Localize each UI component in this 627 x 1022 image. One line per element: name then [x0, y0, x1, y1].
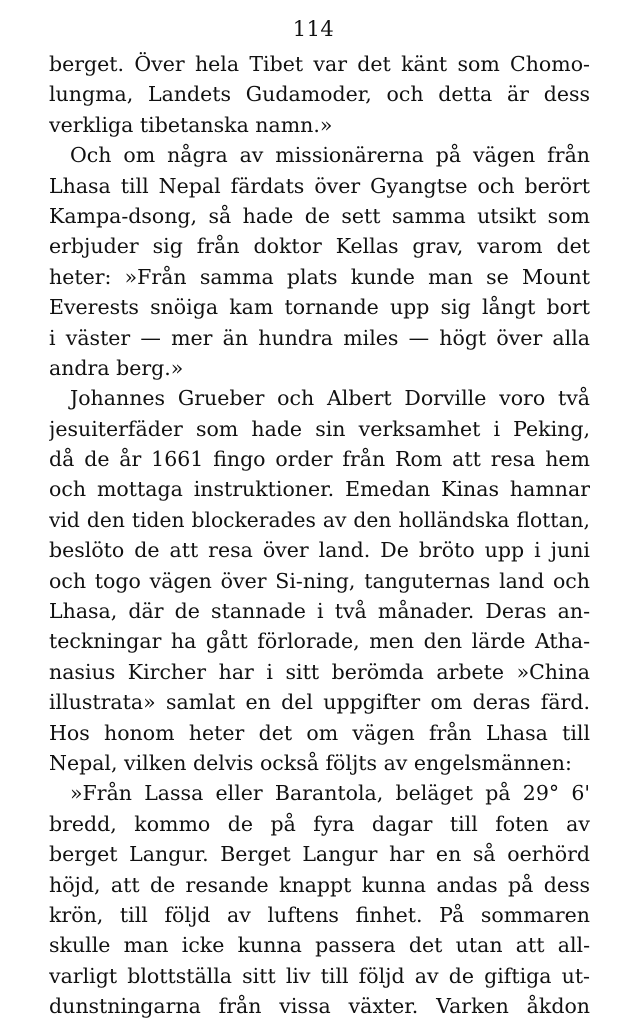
text-line: Hos honom heter det om vägen från Lhasa till	[49, 720, 590, 745]
text-line: illustrata» samlat en del uppgifter om deras färd.	[49, 690, 590, 715]
text-line: Kampa-dsong, så hade de sett samma utsikt som	[49, 203, 590, 228]
text-line: berget. Över hela Tibet var det känt som Chomo-	[49, 52, 590, 76]
body-text	[49, 49, 590, 1022]
text-line: Lhasa, där de stannade i två månader. Deras an-	[49, 599, 590, 624]
text-line: jesuiterfäder som hade sin verksamhet i Peking,	[49, 416, 590, 441]
text-line: teckningar ha gått förlorade, men den lärde Atha-	[49, 629, 590, 654]
text-line: varligt blottställa sitt liv till följd av de giftiga ut-	[49, 963, 590, 988]
text-line: lungma, Landets Gudamoder, och detta är dess	[49, 82, 590, 107]
text-line: berget Langur. Berget Langur har en så oerhörd	[49, 842, 590, 867]
text-line: Nepal, vilken delvis också följts av engelsmännen:	[49, 750, 572, 775]
text-line: »Från Lassa eller Barantola, beläget på 29° 6'	[70, 781, 590, 806]
text-line: Lhasa till Nepal färdats över Gyangtse och berört	[49, 173, 590, 198]
text-line: heter: »Från samma plats kunde man se Mount	[49, 264, 590, 289]
page-number: 114	[292, 17, 335, 41]
text-line: skulle man icke kunna passera det utan att all-	[49, 933, 590, 958]
text-line: höjd, att de resande knappt kunna andas på dess	[49, 872, 590, 897]
text-line: bredd, kommo de på fyra dagar till foten av	[49, 811, 590, 836]
text-line: verkliga tibetanska namn.»	[49, 112, 333, 137]
text-line: krön, till följd av luftens finhet. På sommaren	[49, 902, 590, 927]
text-line: Johannes Grueber och Albert Dorville voro två	[70, 386, 590, 411]
text-line: och togo vägen över Si-ning, tanguternas land och	[49, 568, 590, 593]
text-line: då de år 1661 fingo order från Rom att resa hem	[49, 447, 590, 472]
text-line: i väster — mer än hundra miles — högt över alla	[49, 325, 590, 350]
text-line: beslöto de att resa över land. De bröto upp i juni	[49, 538, 590, 563]
text-line: och mottaga instruktioner. Emedan Kinas hamnar	[49, 477, 590, 502]
text-line: Och om några av missionärerna på vägen från	[70, 143, 590, 168]
text-line: dunstningarna från vissa växter. Varken åkdon	[49, 994, 590, 1019]
text-line: erbjuder sig från doktor Kellas grav, varom det	[49, 234, 590, 259]
text-line: Everests snöiga kam tornande upp sig långt bort	[49, 295, 590, 320]
text-line: nasius Kircher har i sitt berömda arbete »China	[49, 659, 590, 684]
text-line: andra berg.»	[49, 355, 184, 380]
text-line: vid den tiden blockerades av den holländska flottan,	[49, 507, 590, 532]
